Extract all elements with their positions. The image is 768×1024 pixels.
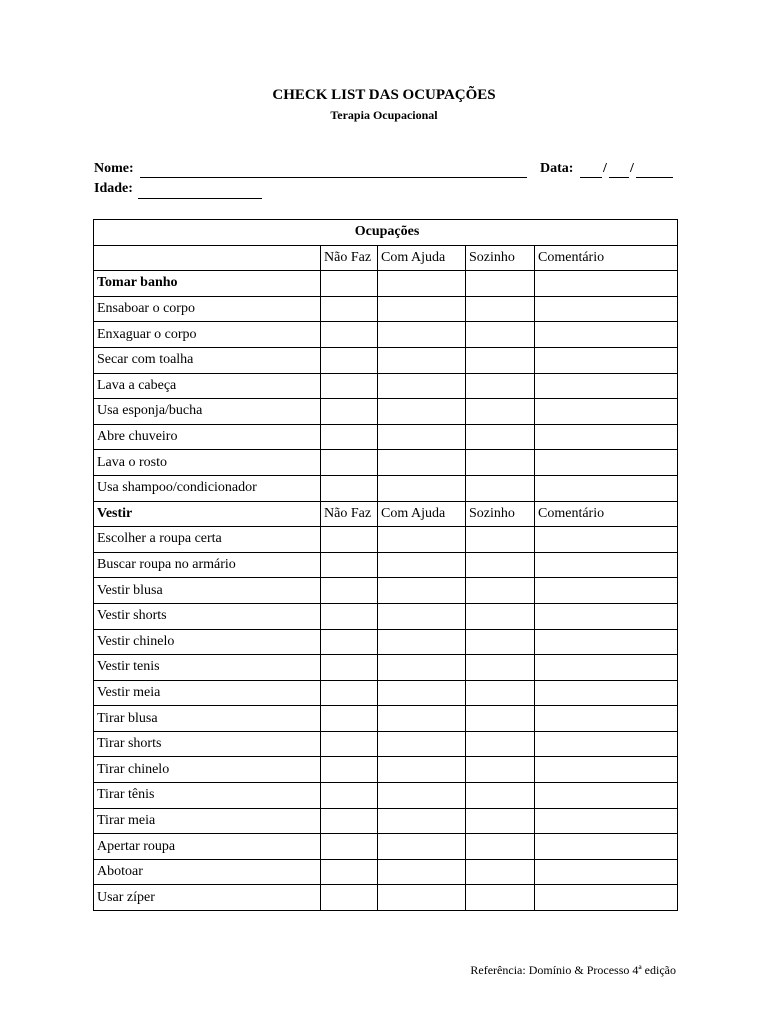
check-cell[interactable] (378, 475, 466, 501)
table-row (94, 629, 678, 655)
occupation-label: Tirar tênis (94, 783, 321, 809)
table-row (94, 757, 678, 783)
check-cell[interactable] (378, 859, 466, 885)
column-header: Sozinho (466, 245, 535, 271)
check-cell[interactable] (378, 808, 466, 834)
document-subtitle: Terapia Ocupacional (330, 108, 438, 122)
check-cell[interactable] (535, 808, 678, 834)
section-row (94, 271, 678, 297)
column-header: Comentário (535, 245, 678, 271)
check-cell[interactable] (321, 527, 378, 553)
occupation-label: Ensaboar o corpo (94, 296, 321, 322)
check-cell[interactable] (378, 783, 466, 809)
table-header-row (94, 220, 678, 246)
table-row (94, 527, 678, 553)
check-cell[interactable] (378, 757, 466, 783)
check-cell[interactable] (466, 475, 535, 501)
table-row (94, 885, 678, 911)
check-cell[interactable] (535, 885, 678, 911)
occupation-label: Tirar chinelo (94, 757, 321, 783)
check-cell[interactable] (321, 578, 378, 604)
check-cell[interactable] (535, 731, 678, 757)
check-cell[interactable] (321, 271, 378, 297)
check-cell[interactable] (466, 834, 535, 860)
table-row (94, 834, 678, 860)
check-cell[interactable] (535, 322, 678, 348)
table-row (94, 322, 678, 348)
check-cell[interactable] (378, 834, 466, 860)
check-cell[interactable] (535, 527, 678, 553)
check-cell[interactable] (466, 399, 535, 425)
check-cell[interactable] (321, 885, 378, 911)
table-row (94, 552, 678, 578)
check-cell[interactable] (466, 706, 535, 732)
check-cell[interactable] (466, 552, 535, 578)
check-cell[interactable] (535, 706, 678, 732)
check-cell[interactable] (378, 629, 466, 655)
check-cell[interactable] (321, 859, 378, 885)
check-cell[interactable] (321, 706, 378, 732)
date-day-field[interactable] (580, 162, 602, 178)
check-cell[interactable] (321, 450, 378, 476)
column-header: Não Faz (321, 501, 378, 527)
column-header: Sozinho (466, 501, 535, 527)
check-cell[interactable] (535, 757, 678, 783)
column-header: Não Faz (321, 245, 378, 271)
check-cell[interactable] (466, 783, 535, 809)
occupation-label: Abre chuveiro (94, 424, 321, 450)
table-row (94, 475, 678, 501)
column-header-row (94, 245, 678, 271)
check-cell[interactable] (466, 680, 535, 706)
occupation-label: Vestir shorts (94, 603, 321, 629)
check-cell[interactable] (321, 629, 378, 655)
check-cell[interactable] (535, 578, 678, 604)
occupation-label: Escolher a roupa certa (94, 527, 321, 553)
table-row (94, 450, 678, 476)
check-cell[interactable] (535, 373, 678, 399)
name-label: Nome: (94, 161, 134, 176)
table-row (94, 399, 678, 425)
occupation-label: Tirar shorts (94, 731, 321, 757)
check-cell[interactable] (466, 527, 535, 553)
check-cell[interactable] (378, 424, 466, 450)
age-field[interactable] (138, 183, 262, 199)
occupation-label: Tirar meia (94, 808, 321, 834)
check-cell[interactable] (378, 680, 466, 706)
check-cell[interactable] (321, 731, 378, 757)
check-cell[interactable] (378, 655, 466, 681)
check-cell[interactable] (378, 885, 466, 911)
table-row (94, 655, 678, 681)
check-cell[interactable] (466, 731, 535, 757)
occupation-label: Lava o rosto (94, 450, 321, 476)
check-cell[interactable] (321, 834, 378, 860)
check-cell[interactable] (466, 347, 535, 373)
table-row (94, 731, 678, 757)
check-cell[interactable] (535, 347, 678, 373)
check-cell[interactable] (378, 552, 466, 578)
check-cell[interactable] (378, 731, 466, 757)
check-cell[interactable] (535, 629, 678, 655)
check-cell[interactable] (466, 757, 535, 783)
table-row (94, 783, 678, 809)
occupation-label: Usar zíper (94, 885, 321, 911)
occupation-label: Tirar blusa (94, 706, 321, 732)
check-cell[interactable] (466, 296, 535, 322)
table-row (94, 680, 678, 706)
check-cell[interactable] (378, 603, 466, 629)
check-cell[interactable] (466, 808, 535, 834)
check-cell[interactable] (378, 578, 466, 604)
check-cell[interactable] (466, 885, 535, 911)
check-cell[interactable] (378, 296, 466, 322)
check-cell[interactable] (535, 296, 678, 322)
check-cell[interactable] (321, 783, 378, 809)
check-cell[interactable] (466, 578, 535, 604)
check-cell[interactable] (535, 655, 678, 681)
section-row (94, 501, 678, 527)
occupations-table (93, 219, 678, 911)
check-cell[interactable] (535, 424, 678, 450)
check-cell[interactable] (535, 552, 678, 578)
section-label: Vestir (94, 501, 321, 527)
check-cell[interactable] (466, 450, 535, 476)
table-row (94, 347, 678, 373)
check-cell[interactable] (535, 603, 678, 629)
table-row (94, 296, 678, 322)
table-row (94, 578, 678, 604)
check-cell[interactable] (535, 859, 678, 885)
check-cell[interactable] (535, 680, 678, 706)
date-month-field[interactable] (609, 162, 629, 178)
check-cell[interactable] (321, 347, 378, 373)
occupation-label: Vestir blusa (94, 578, 321, 604)
check-cell[interactable] (535, 475, 678, 501)
occupation-label (94, 245, 321, 271)
occupation-label: Buscar roupa no armário (94, 552, 321, 578)
check-cell[interactable] (466, 322, 535, 348)
occupation-label: Vestir tenis (94, 655, 321, 681)
check-cell[interactable] (535, 783, 678, 809)
occupation-label: Secar com toalha (94, 347, 321, 373)
occupation-label: Enxaguar o corpo (94, 322, 321, 348)
check-cell[interactable] (378, 706, 466, 732)
check-cell[interactable] (378, 322, 466, 348)
check-cell[interactable] (321, 808, 378, 834)
check-cell[interactable] (535, 271, 678, 297)
table-row (94, 424, 678, 450)
check-cell[interactable] (321, 603, 378, 629)
check-cell[interactable] (378, 450, 466, 476)
check-cell[interactable] (378, 527, 466, 553)
date-label: Data: (540, 161, 574, 176)
check-cell[interactable] (466, 424, 535, 450)
document-title: CHECK LIST DAS OCUPAÇÕES (272, 87, 496, 103)
check-cell[interactable] (321, 680, 378, 706)
reference-footer: Referência: Domínio & Processo 4ª edição (470, 963, 676, 977)
table-row (94, 706, 678, 732)
check-cell[interactable] (321, 552, 378, 578)
check-cell[interactable] (321, 475, 378, 501)
check-cell[interactable] (466, 859, 535, 885)
table-row (94, 859, 678, 885)
check-cell[interactable] (535, 834, 678, 860)
table-header: Ocupações (94, 220, 678, 246)
check-cell[interactable] (321, 322, 378, 348)
date-year-field[interactable] (636, 162, 673, 178)
occupation-label: Usa shampoo/condicionador (94, 475, 321, 501)
column-header: Com Ajuda (378, 501, 466, 527)
check-cell[interactable] (535, 399, 678, 425)
check-cell[interactable] (466, 629, 535, 655)
column-header: Comentário (535, 501, 678, 527)
column-header: Com Ajuda (378, 245, 466, 271)
occupation-label: Apertar roupa (94, 834, 321, 860)
age-label: Idade: (94, 181, 133, 196)
check-cell[interactable] (321, 399, 378, 425)
date-separator: / (603, 161, 607, 176)
occupation-label: Lava a cabeça (94, 373, 321, 399)
check-cell[interactable] (321, 757, 378, 783)
occupation-label: Vestir chinelo (94, 629, 321, 655)
check-cell[interactable] (378, 347, 466, 373)
check-cell[interactable] (466, 271, 535, 297)
check-cell[interactable] (466, 655, 535, 681)
occupation-label: Vestir meia (94, 680, 321, 706)
section-label: Tomar banho (94, 271, 321, 297)
table-row (94, 808, 678, 834)
date-separator: / (630, 161, 634, 176)
occupation-label: Usa esponja/bucha (94, 399, 321, 425)
check-cell[interactable] (466, 603, 535, 629)
check-cell[interactable] (535, 450, 678, 476)
check-cell[interactable] (321, 373, 378, 399)
occupation-label: Abotoar (94, 859, 321, 885)
check-cell[interactable] (466, 373, 535, 399)
check-cell[interactable] (321, 296, 378, 322)
check-cell[interactable] (321, 655, 378, 681)
table-row (94, 603, 678, 629)
check-cell[interactable] (321, 424, 378, 450)
check-cell[interactable] (378, 373, 466, 399)
table-row (94, 373, 678, 399)
check-cell[interactable] (378, 399, 466, 425)
name-field[interactable] (140, 162, 527, 178)
check-cell[interactable] (378, 271, 466, 297)
